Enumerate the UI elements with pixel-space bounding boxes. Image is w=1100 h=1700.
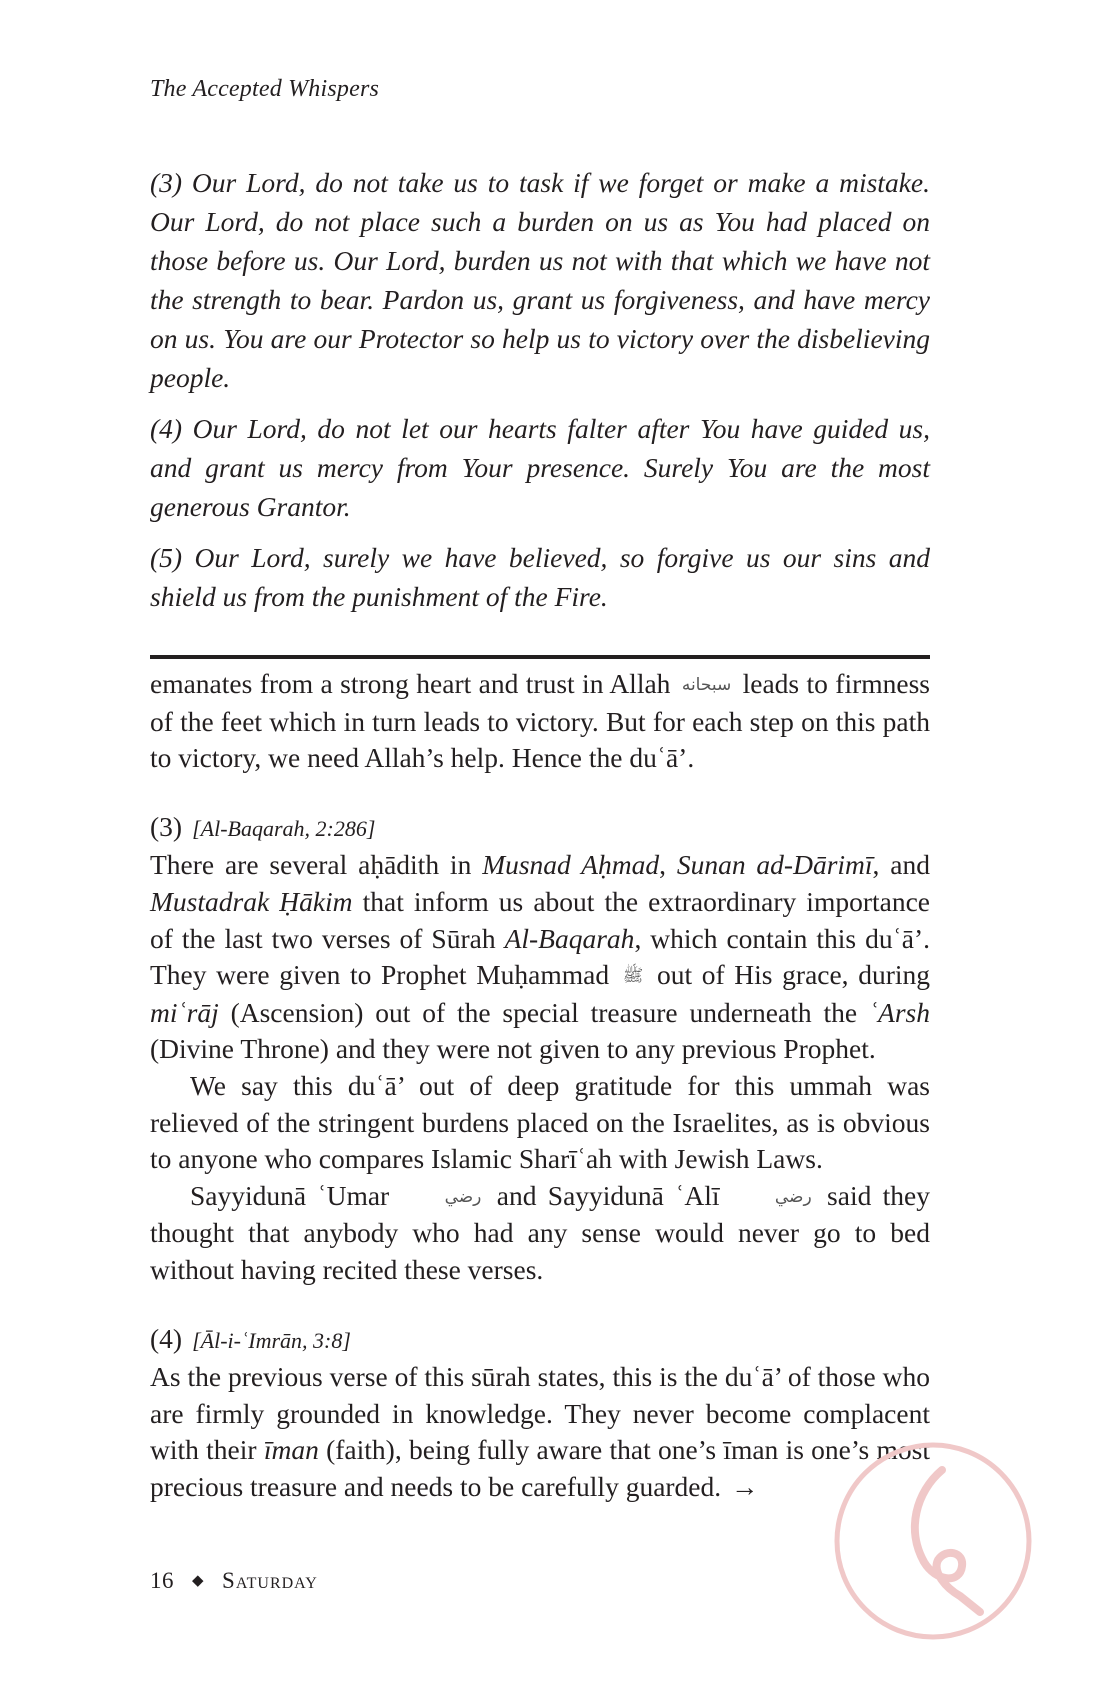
commentary-3-paragraph-2: We say this duʿā’ out of deep gratitude for this ummah was relieved of the stringent burdens placed on the Israelites, as is obvious to anyone who compares Islamic Sharīʿah with Jewish Laws.: [150, 1069, 930, 1175]
continued-text-a: emanates from a strong heart and trust in Allah: [150, 668, 671, 699]
commentary-3-paragraph-1: [150, 847, 930, 1068]
italic-run: Musnad Aḥmad: [482, 849, 660, 881]
text-run: ,: [659, 849, 677, 881]
italic-run: ʿArsh: [868, 996, 930, 1028]
continue-arrow-icon: →: [731, 1470, 759, 1502]
text-run: and Sayyidunā ʿAlī: [496, 1179, 720, 1211]
reference-4-number: (4): [150, 1322, 183, 1354]
section-divider: [150, 655, 930, 659]
commentary-3-paragraph-3: [150, 1178, 930, 1289]
running-head: The Accepted Whispers: [150, 76, 380, 102]
text-run: (faith), being fully aware that one’s īman is one’s most precious treasure and needs to be carefully guarded.: [150, 1434, 930, 1502]
text-run: said they thought that anybody who had any sense would never go to bed without having recited these verses.: [150, 1179, 931, 1285]
commentary-block: [150, 666, 930, 1505]
italic-run: īman: [263, 1434, 319, 1466]
text-run: that inform us about the extraordinary importance of the last two verses of Sūrah: [150, 885, 931, 954]
text-run: (Ascension) out of the special treasure underneath the: [218, 996, 869, 1028]
text-run: (Divine Throne) and they were not given to any previous Prophet.: [150, 1033, 876, 1065]
continued-text-b: leads to firmness of the feet which in turn leads to victory. But for each step on this path to victory, we need Allah’s help. Hence the duʿā’.: [150, 668, 931, 774]
day-label: Saturday: [222, 1568, 318, 1593]
reference-4-citation: [Āl-i-ʿImrān, 3:8]: [192, 1327, 351, 1353]
reference-3-citation: [Al-Baqarah, 2:286]: [192, 815, 376, 841]
page-footer: [150, 1568, 318, 1594]
dua-block: [150, 163, 930, 628]
commentary-4-paragraph-1: [150, 1359, 930, 1505]
radiyallahu-icon: رضي: [774, 1186, 812, 1207]
publisher-seal-watermark-icon: [832, 1440, 1034, 1642]
sallallahu-icon: ﷺ: [622, 966, 644, 987]
page-number: 16: [150, 1568, 174, 1593]
italic-run: miʿrāj: [150, 996, 219, 1028]
subhanahu-icon: سبحانه: [681, 675, 732, 695]
dua-paragraph-4: (4) Our Lord, do not let our hearts falter after You have guided us, and grant us mercy from Your presence. Surely You are the most generous Grantor.: [150, 413, 930, 522]
reference-4: [150, 1321, 930, 1360]
italic-run: Al-Baqarah: [504, 922, 635, 954]
radiyallahu-icon: رضي: [444, 1186, 482, 1207]
text-run: Sayyidunā ʿUmar: [190, 1179, 390, 1211]
continued-paragraph: [150, 666, 930, 777]
italic-run: Mustadrak Ḥākim: [150, 885, 353, 917]
reference-3-number: (3): [150, 810, 183, 842]
italic-run: Sunan ad-Dārimī: [676, 849, 873, 881]
reference-3: [150, 809, 930, 848]
dua-paragraph-3: (3) Our Lord, do not take us to task if we forget or make a mistake. Our Lord, do not place such a burden on us as You had placed on those before us. Our Lord, burden us not with that which we have not the strength to bear. Pardon us, grant us forgiveness, and have mercy on us. You are our Protector so help us to victory over the disbelieving people.: [150, 167, 930, 393]
text-run: out of His grace, during: [656, 959, 931, 991]
text-run: , and: [872, 849, 930, 881]
text-run: , which contain this duʿā’. They were given to Prophet Muḥammad: [150, 922, 930, 991]
text-run: There are several aḥādith in: [150, 849, 483, 881]
diamond-separator-icon: ◆: [192, 1573, 205, 1589]
dua-paragraph-5: (5) Our Lord, surely we have believed, so forgive us our sins and shield us from the punishment of the Fire.: [150, 542, 930, 612]
text-run: As the previous verse of this sūrah states, this is the duʿā’ of those who are firmly grounded in knowledge. They never become complacent with their: [150, 1361, 930, 1466]
